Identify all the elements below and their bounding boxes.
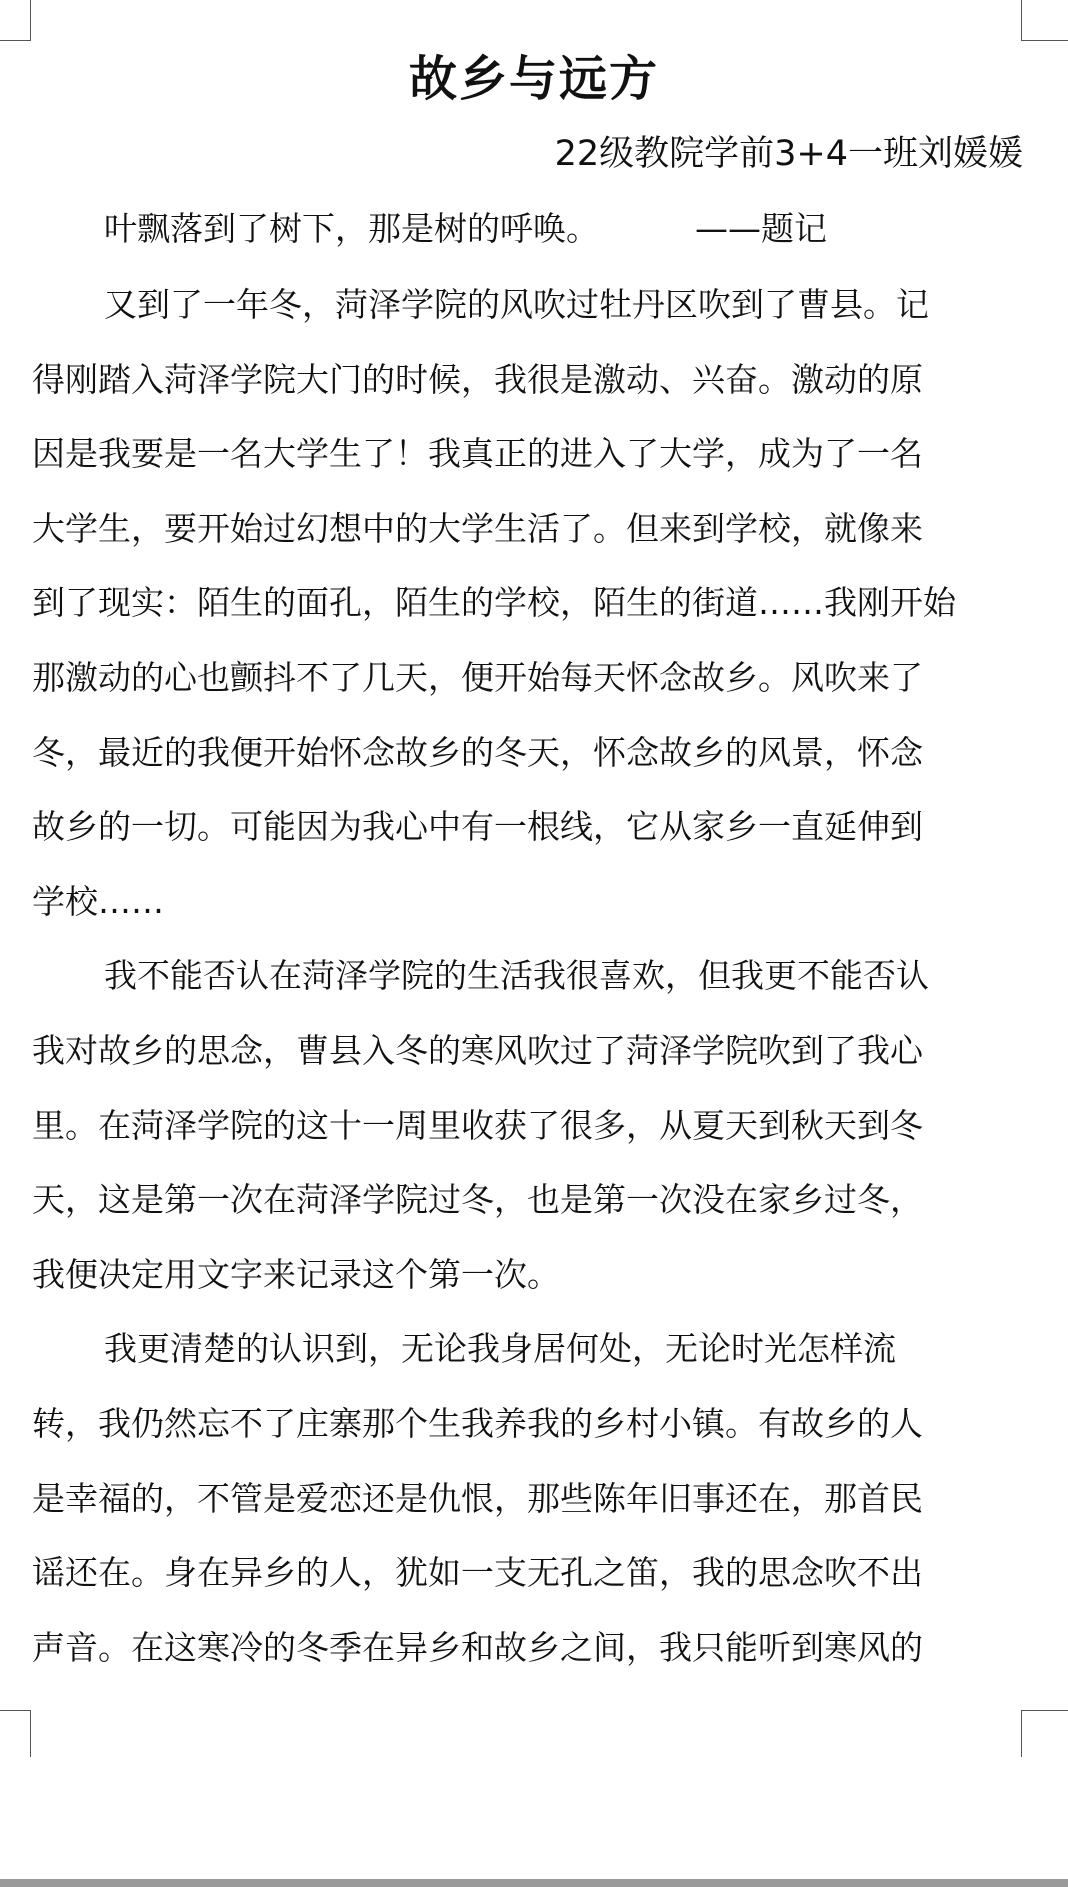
text-line: 又到了一年冬，菏泽学院的风吹过牡丹区吹到了曹县。记 [104,285,929,324]
epigraph [104,201,827,257]
text-line: 天，这是第一次在菏泽学院过冬，也是第一次没在家乡过冬， [32,1180,923,1220]
bottom-scroll-bar [0,1879,1068,1887]
text-line: 冬，最近的我便开始怀念故乡的冬天，怀念故乡的风景，怀念 [32,732,923,772]
text-line: 是幸福的，不管是爱恋还是仇恨，那些陈年旧事还在，那首民 [32,1478,923,1518]
text-line: 故乡的一切。可能因为我心中有一根线，它从家乡一直延伸到 [32,807,923,847]
text-line: 学校…… [32,881,164,921]
epigraph-text: 叶飘落到了树下，那是树的呼唤。 [104,209,599,248]
body-text [32,268,1032,1685]
document-title: 故乡与远方 [408,51,659,107]
epigraph-signature: ——题记 [695,209,827,248]
text-line: 我便决定用文字来记录这个第一次。 [32,1254,560,1294]
crop-mark-bottom-right [1021,1710,1068,1757]
crop-mark-bottom-left [0,1710,31,1757]
text-line: 得刚踏入菏泽学院大门的时候，我很是激动、兴奋。激动的原 [32,359,923,399]
crop-mark-top-right [1021,0,1068,41]
text-line: 我不能否认在菏泽学院的生活我很喜欢，但我更不能否认 [104,956,929,996]
text-line: 到了现实：陌生的面孔，陌生的学校，陌生的街道……我刚开始 [32,583,956,623]
author-line: 22级教院学前3+4一班刘媛媛 [554,134,1023,174]
text-line: 我更清楚的认识到，无论我身居何处，无论时光怎样流 [104,1329,896,1369]
crop-mark-top-left [0,0,31,41]
text-line: 那激动的心也颤抖不了几天，便开始每天怀念故乡。风吹来了 [32,657,923,697]
text-line: 声音。在这寒冷的冬季在异乡和故乡之间，我只能听到寒风的 [32,1627,923,1667]
text-line: 因是我要是一名大学生了！我真正的进入了大学，成为了一名 [32,434,923,474]
text-line: 里。在菏泽学院的这十一周里收获了很多，从夏天到秋天到冬 [32,1105,923,1145]
text-line: 谣还在。身在异乡的人，犹如一支无孔之笛，我的思念吹不出 [32,1553,923,1593]
text-line: 转，我仍然忘不了庄寨那个生我养我的乡村小镇。有故乡的人 [32,1403,923,1443]
text-line: 大学生，要开始过幻想中的大学生活了。但来到学校，就像来 [32,508,923,548]
text-line: 我对故乡的思念，曹县入冬的寒风吹过了菏泽学院吹到了我心 [32,1030,923,1070]
